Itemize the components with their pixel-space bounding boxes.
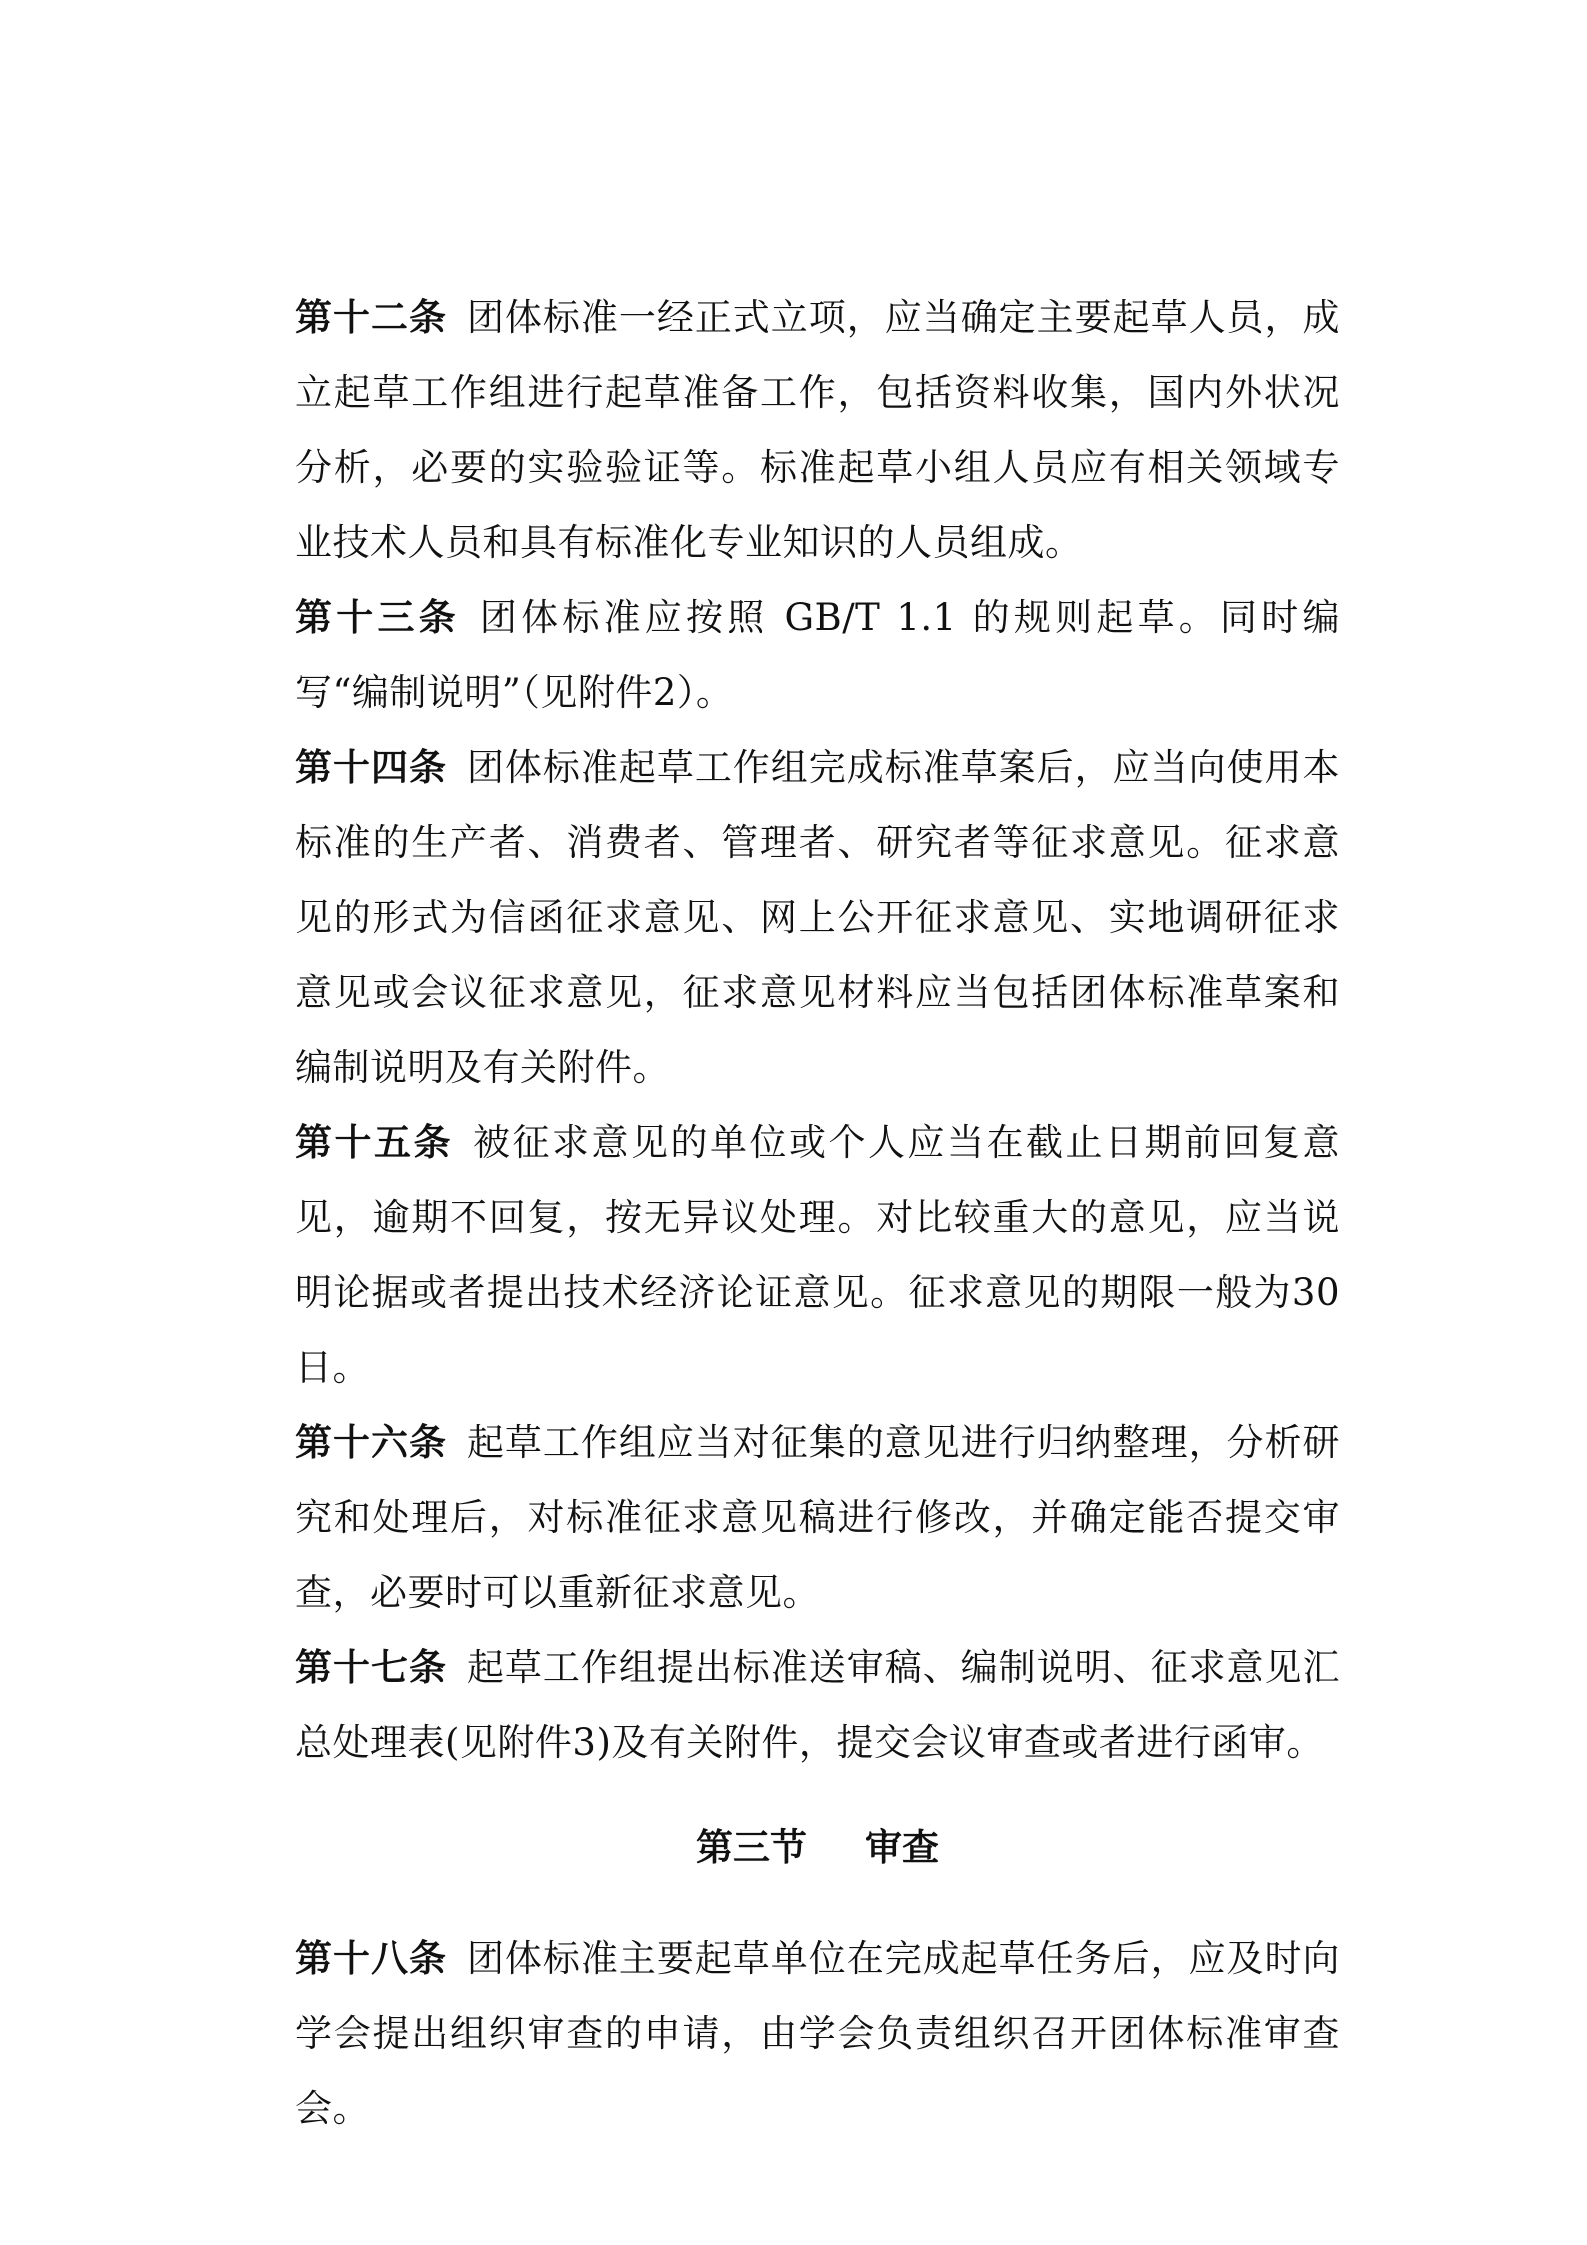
article-text: 起草工作组应当对征集的意见进行归纳整理，分析研究和处理后，对标准征求意见稿进行修改，并确定能否提交审查，必要时可以重新征求意见。 [295,1421,1341,1614]
article-text: 团体标准起草工作组完成标准草案后，应当向使用本标准的生产者、消费者、管理者、研究者等征求意见。征求意见的形式为信函征求意见、网上公开征求意见、实地调研征求意见或会议征求意见，征求意见材料应当包括团体标准草案和编制说明及有关附件。 [295,746,1341,1089]
article-text: 被征求意见的单位或个人应当在截止日期前回复意见，逾期不回复，按无异议处理。对比较重大的意见，应当说明论据或者提出技术经济论证意见。征求意见的期限一般为30日。 [295,1121,1340,1389]
section-title: 审查 [865,1826,939,1869]
article-16 [295,1405,1340,1630]
article-18 [295,1921,1340,2146]
article-text: 团体标准应按照 GB/T 1.1 的规则起草。同时编写“编制说明”（见附件2）。 [295,596,1340,714]
article-number: 第十八条 [295,1937,447,1980]
article-number: 第十七条 [295,1646,447,1689]
article-number: 第十四条 [295,746,447,789]
article-text: 起草工作组提出标准送审稿、编制说明、征求意见汇总处理表(见附件3)及有关附件，提交会议审查或者进行函审。 [295,1646,1341,1764]
article-14 [295,730,1340,1105]
article-12 [295,280,1340,580]
article-text: 团体标准一经正式立项，应当确定主要起草人员，成立起草工作组进行起草准备工作，包括资料收集，国内外状况分析，必要的实验验证等。标准起草小组人员应有相关领域专业技术人员和具有标准化专业知识的人员组成。 [295,296,1341,564]
article-number: 第十六条 [295,1421,447,1464]
article-15 [295,1105,1340,1405]
article-number: 第十三条 [295,596,460,639]
document-page [295,280,1340,2146]
article-number: 第十五条 [295,1121,453,1164]
section-heading [295,1810,1340,1885]
article-text: 团体标准主要起草单位在完成起草任务后，应及时向学会提出组织审查的申请，由学会负责组织召开团体标准审查会。 [295,1937,1341,2130]
article-17 [295,1630,1340,1780]
section-number: 第三节 [696,1826,807,1869]
article-13 [295,580,1340,730]
article-number: 第十二条 [295,296,447,339]
